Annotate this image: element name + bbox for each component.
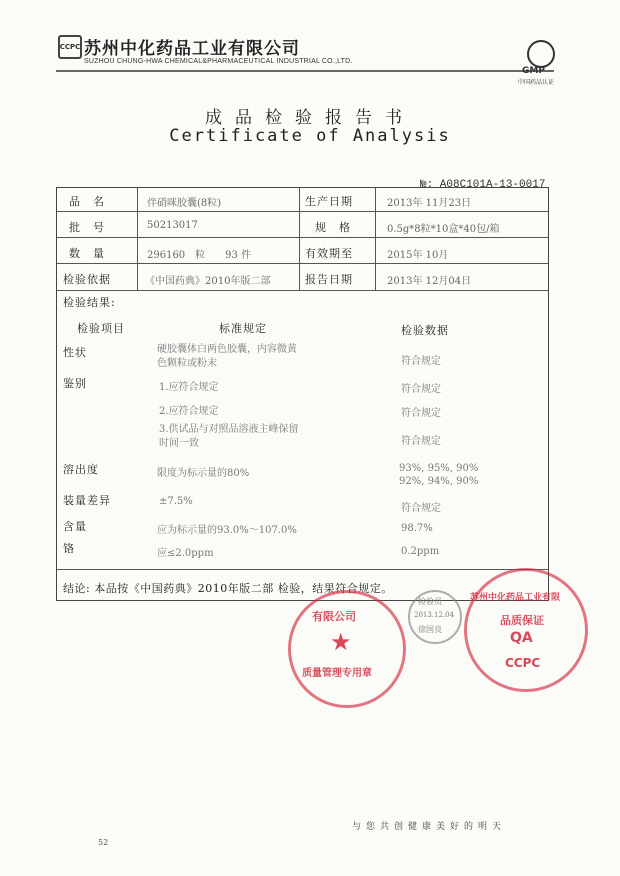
col-header-item: 检验项目	[77, 322, 125, 335]
col-divider	[299, 188, 300, 290]
inspector-seal-top: 检验员	[418, 597, 442, 606]
production-date-label: 生产日期	[305, 195, 353, 208]
row-divider	[57, 237, 548, 238]
col-divider	[375, 188, 376, 290]
seal-star-icon: ★	[330, 628, 352, 656]
header-divider	[56, 70, 554, 72]
basis-value: 《中国药典》2010年版二部	[145, 276, 271, 287]
page-mark: 52	[98, 838, 109, 847]
seal-right-bottom: CCPC	[505, 656, 541, 670]
standard-assay: 应为标示量的93.0%～107.0%	[157, 525, 297, 536]
item-appearance: 性状	[63, 346, 87, 359]
report-date-value: 2013年 12月04日	[387, 276, 472, 287]
title-cn: 成品检验报告书	[205, 108, 415, 128]
seal-left-top: 有限公司	[312, 610, 356, 623]
seal-right-mid-1: 品质保证	[500, 614, 544, 627]
gmp-sublabel: 中国药品认证	[518, 79, 555, 86]
seal-right-mid-2: QA	[510, 630, 533, 646]
standard-weight: ±7.5%	[159, 496, 193, 507]
conclusion: 结论: 本品按《中国药典》2010年版二部 检验，结果符合规定。	[63, 582, 393, 595]
expiry-value: 2015年 10月	[387, 250, 449, 261]
company-logo: CCPC	[58, 35, 82, 59]
company-name-cn: 苏州中化药品工业有限公司	[84, 39, 300, 59]
footer-slogan: 与您共创健康美好的明天	[352, 822, 507, 832]
seal-right-top: 苏州中化药品工业有限	[470, 593, 561, 603]
standard-chromium: 应≤2.0ppm	[157, 548, 214, 559]
analysis-table	[56, 187, 549, 601]
row-divider	[57, 290, 548, 291]
standard-ident-2: 2.应符合规定	[159, 406, 219, 417]
col-header-data: 检验数据	[401, 324, 449, 337]
data-ident-3: 符合规定	[401, 436, 441, 447]
results-section-label: 检验结果:	[63, 296, 116, 309]
data-dissolution-2: 92%, 94%, 90%	[399, 476, 479, 487]
row-divider	[57, 569, 548, 570]
inspector-seal-name: 徐国良	[418, 625, 442, 634]
standard-ident-3b: 时间一致	[159, 438, 199, 449]
quantity-label: 数 量	[69, 247, 105, 260]
col-divider	[137, 188, 138, 290]
product-value: 伴硝咪胶囊(8粒)	[147, 198, 222, 209]
data-ident-1: 符合规定	[401, 384, 441, 395]
standard-appearance-1: 硬胶囊体白两色胶囊，内容微黄	[157, 344, 297, 355]
item-weight-variation: 装量差异	[63, 494, 111, 507]
item-assay: 含量	[63, 520, 87, 533]
certificate-number: №: A08C101A-13-0017	[420, 179, 546, 191]
data-dissolution-1: 93%, 95%, 90%	[399, 463, 479, 474]
inspector-seal-date: 2013.12.04	[414, 611, 455, 619]
row-divider	[57, 211, 548, 212]
quantity-value: 296160 粒 93 件	[147, 250, 252, 261]
item-dissolution: 溶出度	[63, 463, 99, 476]
data-weight: 符合规定	[401, 503, 441, 514]
item-chromium: 铬	[63, 542, 75, 555]
standard-dissolution: 限度为标示量的80%	[157, 468, 250, 479]
gmp-logo-icon	[527, 40, 555, 68]
spec-label: 规 格	[315, 221, 351, 234]
title-en: Certificate of Analysis	[169, 126, 451, 146]
data-appearance: 符合规定	[401, 356, 441, 367]
standard-ident-1: 1.应符合规定	[159, 382, 219, 393]
seal-left-bottom: 质量管理专用章	[302, 668, 372, 679]
expiry-label: 有效期至	[305, 247, 353, 260]
gmp-label: GMP	[522, 66, 545, 76]
data-chromium: 0.2ppm	[401, 546, 440, 557]
item-identification: 鉴别	[63, 377, 87, 390]
product-label: 品 名	[69, 195, 105, 208]
production-date-value: 2013年 11月23日	[387, 198, 472, 209]
company-name-en: SUZHOU CHUNG-HWA CHEMICAL&PHARMACEUTICAL INDUSTRIAL CO.,LTD.	[84, 58, 353, 65]
batch-label: 批 号	[69, 221, 105, 234]
standard-ident-3a: 3.供试品与对照品溶液主峰保留	[159, 424, 299, 435]
basis-label: 检验依据	[63, 273, 111, 286]
data-assay: 98.7%	[401, 523, 433, 534]
data-ident-2: 符合规定	[401, 408, 441, 419]
spec-value: 0.5g*8粒*10盒*40包/箱	[387, 224, 500, 235]
report-date-label: 报告日期	[305, 273, 353, 286]
standard-appearance-2: 色颗粒或粉末	[157, 358, 217, 369]
row-divider	[57, 263, 548, 264]
batch-value: 50213017	[147, 220, 198, 231]
col-header-standard: 标准规定	[219, 322, 267, 335]
